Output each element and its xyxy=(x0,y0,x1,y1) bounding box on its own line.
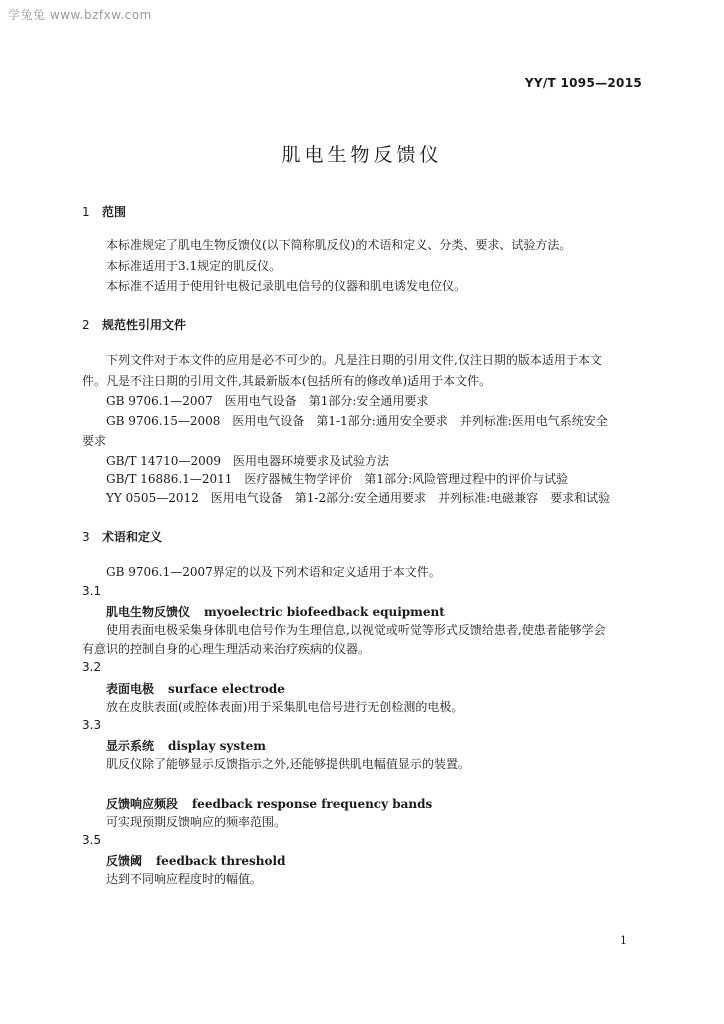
reference-item: GB 9706.1—2007 医用电气设备 第1部分:安全通用要求 xyxy=(106,394,429,408)
reference-item: GB/T 16886.1—2011 医疗器械生物学评价 第1部分:风险管理过程中的评价与试验 xyxy=(106,472,569,486)
term-definition: 可实现预期反馈响应的频率范围。 xyxy=(106,815,287,829)
term-title xyxy=(106,737,266,754)
term-chinese: 反馈响应频段 xyxy=(106,797,179,811)
term-chinese: 显示系统 xyxy=(106,739,155,753)
term-title xyxy=(106,795,432,812)
term-number: 3.5 xyxy=(82,833,102,847)
document-title: 肌电生物反馈仪 xyxy=(281,144,443,166)
section-title: 规范性引用文件 xyxy=(102,318,187,332)
paragraph: GB 9706.1—2007界定的以及下列术语和定义适用于本文件。 xyxy=(106,565,441,579)
term-english: surface electrode xyxy=(168,682,285,696)
term-chinese: 肌电生物反馈仪 xyxy=(106,605,191,619)
reference-item: GB 9706.15—2008 医用电气设备 第1-1部分:通用安全要求 并列标准:医用电气系统安全 xyxy=(106,414,608,428)
standard-code: YY/T 1095—2015 xyxy=(524,76,642,90)
term-title xyxy=(106,852,285,869)
section-number: 2 xyxy=(82,318,90,332)
term-definition: 肌反仪除了能够显示反馈指示之外,还能够提供肌电幅值显示的装置。 xyxy=(106,757,470,771)
paragraph: 本标准规定了肌电生物反馈仪(以下简称肌反仪)的术语和定义、分类、要求、试验方法。 xyxy=(106,238,572,252)
term-english: display system xyxy=(168,739,266,753)
section-heading-normative-references xyxy=(82,316,186,333)
paragraph: 本标准适用于3.1规定的肌反仪。 xyxy=(106,259,282,273)
section-number: 3 xyxy=(82,530,90,544)
term-definition-continuation: 有意识的控制自身的心理生理活动来治疗疾病的仪器。 xyxy=(82,642,371,656)
term-definition: 使用表面电极采集身体肌电信号作为生理信息,以视觉或听觉等形式反馈给患者,使患者能够学会 xyxy=(106,623,606,637)
paragraph: 件。凡是不注日期的引用文件,其最新版本(包括所有的修改单)适用于本文件。 xyxy=(82,374,492,388)
paragraph: 本标准不适用于使用针电极记录肌电信号的仪器和肌电诱发电位仪。 xyxy=(106,279,467,293)
term-number: 3.3 xyxy=(82,718,102,732)
term-title xyxy=(106,603,445,620)
term-number: 3.2 xyxy=(82,660,102,674)
term-number: 3.1 xyxy=(82,584,102,598)
term-english: myoelectric biofeedback equipment xyxy=(204,605,445,619)
section-title: 术语和定义 xyxy=(102,530,163,544)
term-english: feedback threshold xyxy=(156,854,286,868)
section-number: 1 xyxy=(82,205,90,219)
reference-item: YY 0505—2012 医用电气设备 第1-2部分:安全通用要求 并列标准:电磁兼容 要求和试验 xyxy=(106,491,611,505)
term-english: feedback response frequency bands xyxy=(192,797,433,811)
term-chinese: 反馈阈 xyxy=(106,854,143,868)
section-title: 范围 xyxy=(102,205,127,219)
paragraph: 下列文件对于本文件的应用是必不可少的。凡是注日期的引用文件,仅注日期的版本适用于本文 xyxy=(106,353,602,367)
term-chinese: 表面电极 xyxy=(106,682,155,696)
reference-item: GB/T 14710—2009 医用电器环境要求及试验方法 xyxy=(106,454,389,468)
reference-item-continuation: 要求 xyxy=(82,434,107,448)
term-definition: 放在皮肤表面(或腔体表面)用于采集肌电信号进行无创检测的电极。 xyxy=(106,700,464,714)
term-number: 3.4 xyxy=(82,776,102,790)
term-title xyxy=(106,680,285,697)
watermark: 学兔兔 www.bzfxw.com xyxy=(8,8,152,22)
section-heading-scope xyxy=(82,203,126,220)
section-heading-terms-definitions xyxy=(82,528,162,545)
page-number: 1 xyxy=(620,934,627,947)
term-definition: 达到不同响应程度时的幅值。 xyxy=(106,872,263,886)
